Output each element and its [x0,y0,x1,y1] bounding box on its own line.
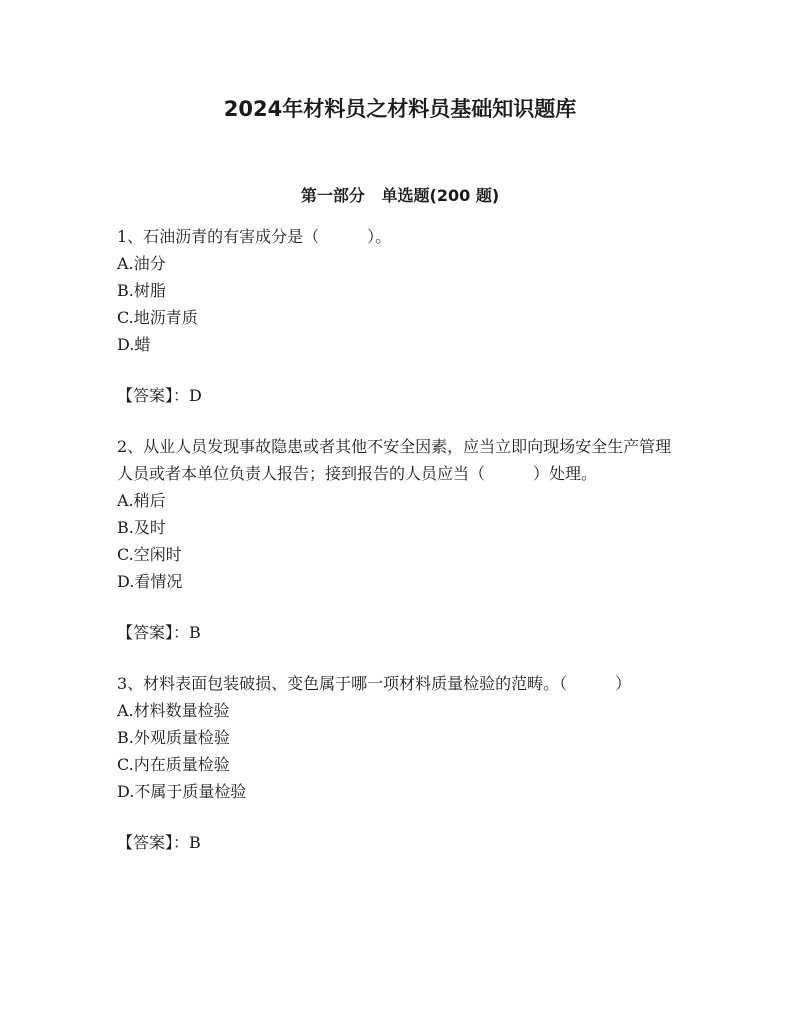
question-3 [117,670,687,856]
page-title: 2024年材料员之材料员基础知识题库 [223,97,577,121]
option-b: B.及时 [117,518,166,537]
answer [117,619,687,646]
answer-label: 【答案】： [117,386,190,405]
question-stem: 3、材料表面包装破损、变色属于哪一项材料质量检验的范畴。（ ） [117,674,632,693]
option-b: B.外观质量检验 [117,728,230,747]
question-list [117,223,687,880]
option-d: D.看情况 [117,572,183,591]
option-d: D.蜡 [117,335,151,354]
answer-value: D [189,386,202,405]
answer-label: 【答案】： [117,623,190,642]
option-d: D.不属于质量检验 [117,782,247,801]
option-c: C.内在质量检验 [117,755,230,774]
answer [117,382,687,409]
option-a: A.稍后 [117,491,166,510]
answer-value: B [189,833,201,852]
answer-label: 【答案】： [117,833,190,852]
option-c: C.空闲时 [117,545,182,564]
answer [117,829,687,856]
question-stem: 1、石油沥青的有害成分是（ ）。 [117,227,392,246]
question-1 [117,223,687,409]
option-c: C.地沥青质 [117,308,198,327]
question-2 [117,433,687,646]
option-a: A.油分 [117,254,166,273]
option-b: B.树脂 [117,281,166,300]
answer-value: B [189,623,201,642]
section-heading: 第一部分 单选题(200 题) [300,186,500,205]
question-stem: 2、从业人员发现事故隐患或者其他不安全因素，应当立即向现场安全生产管理人员或者本单位负责人报告；接到报告的人员应当（ ）处理。 [117,437,672,483]
option-a: A.材料数量检验 [117,701,230,720]
